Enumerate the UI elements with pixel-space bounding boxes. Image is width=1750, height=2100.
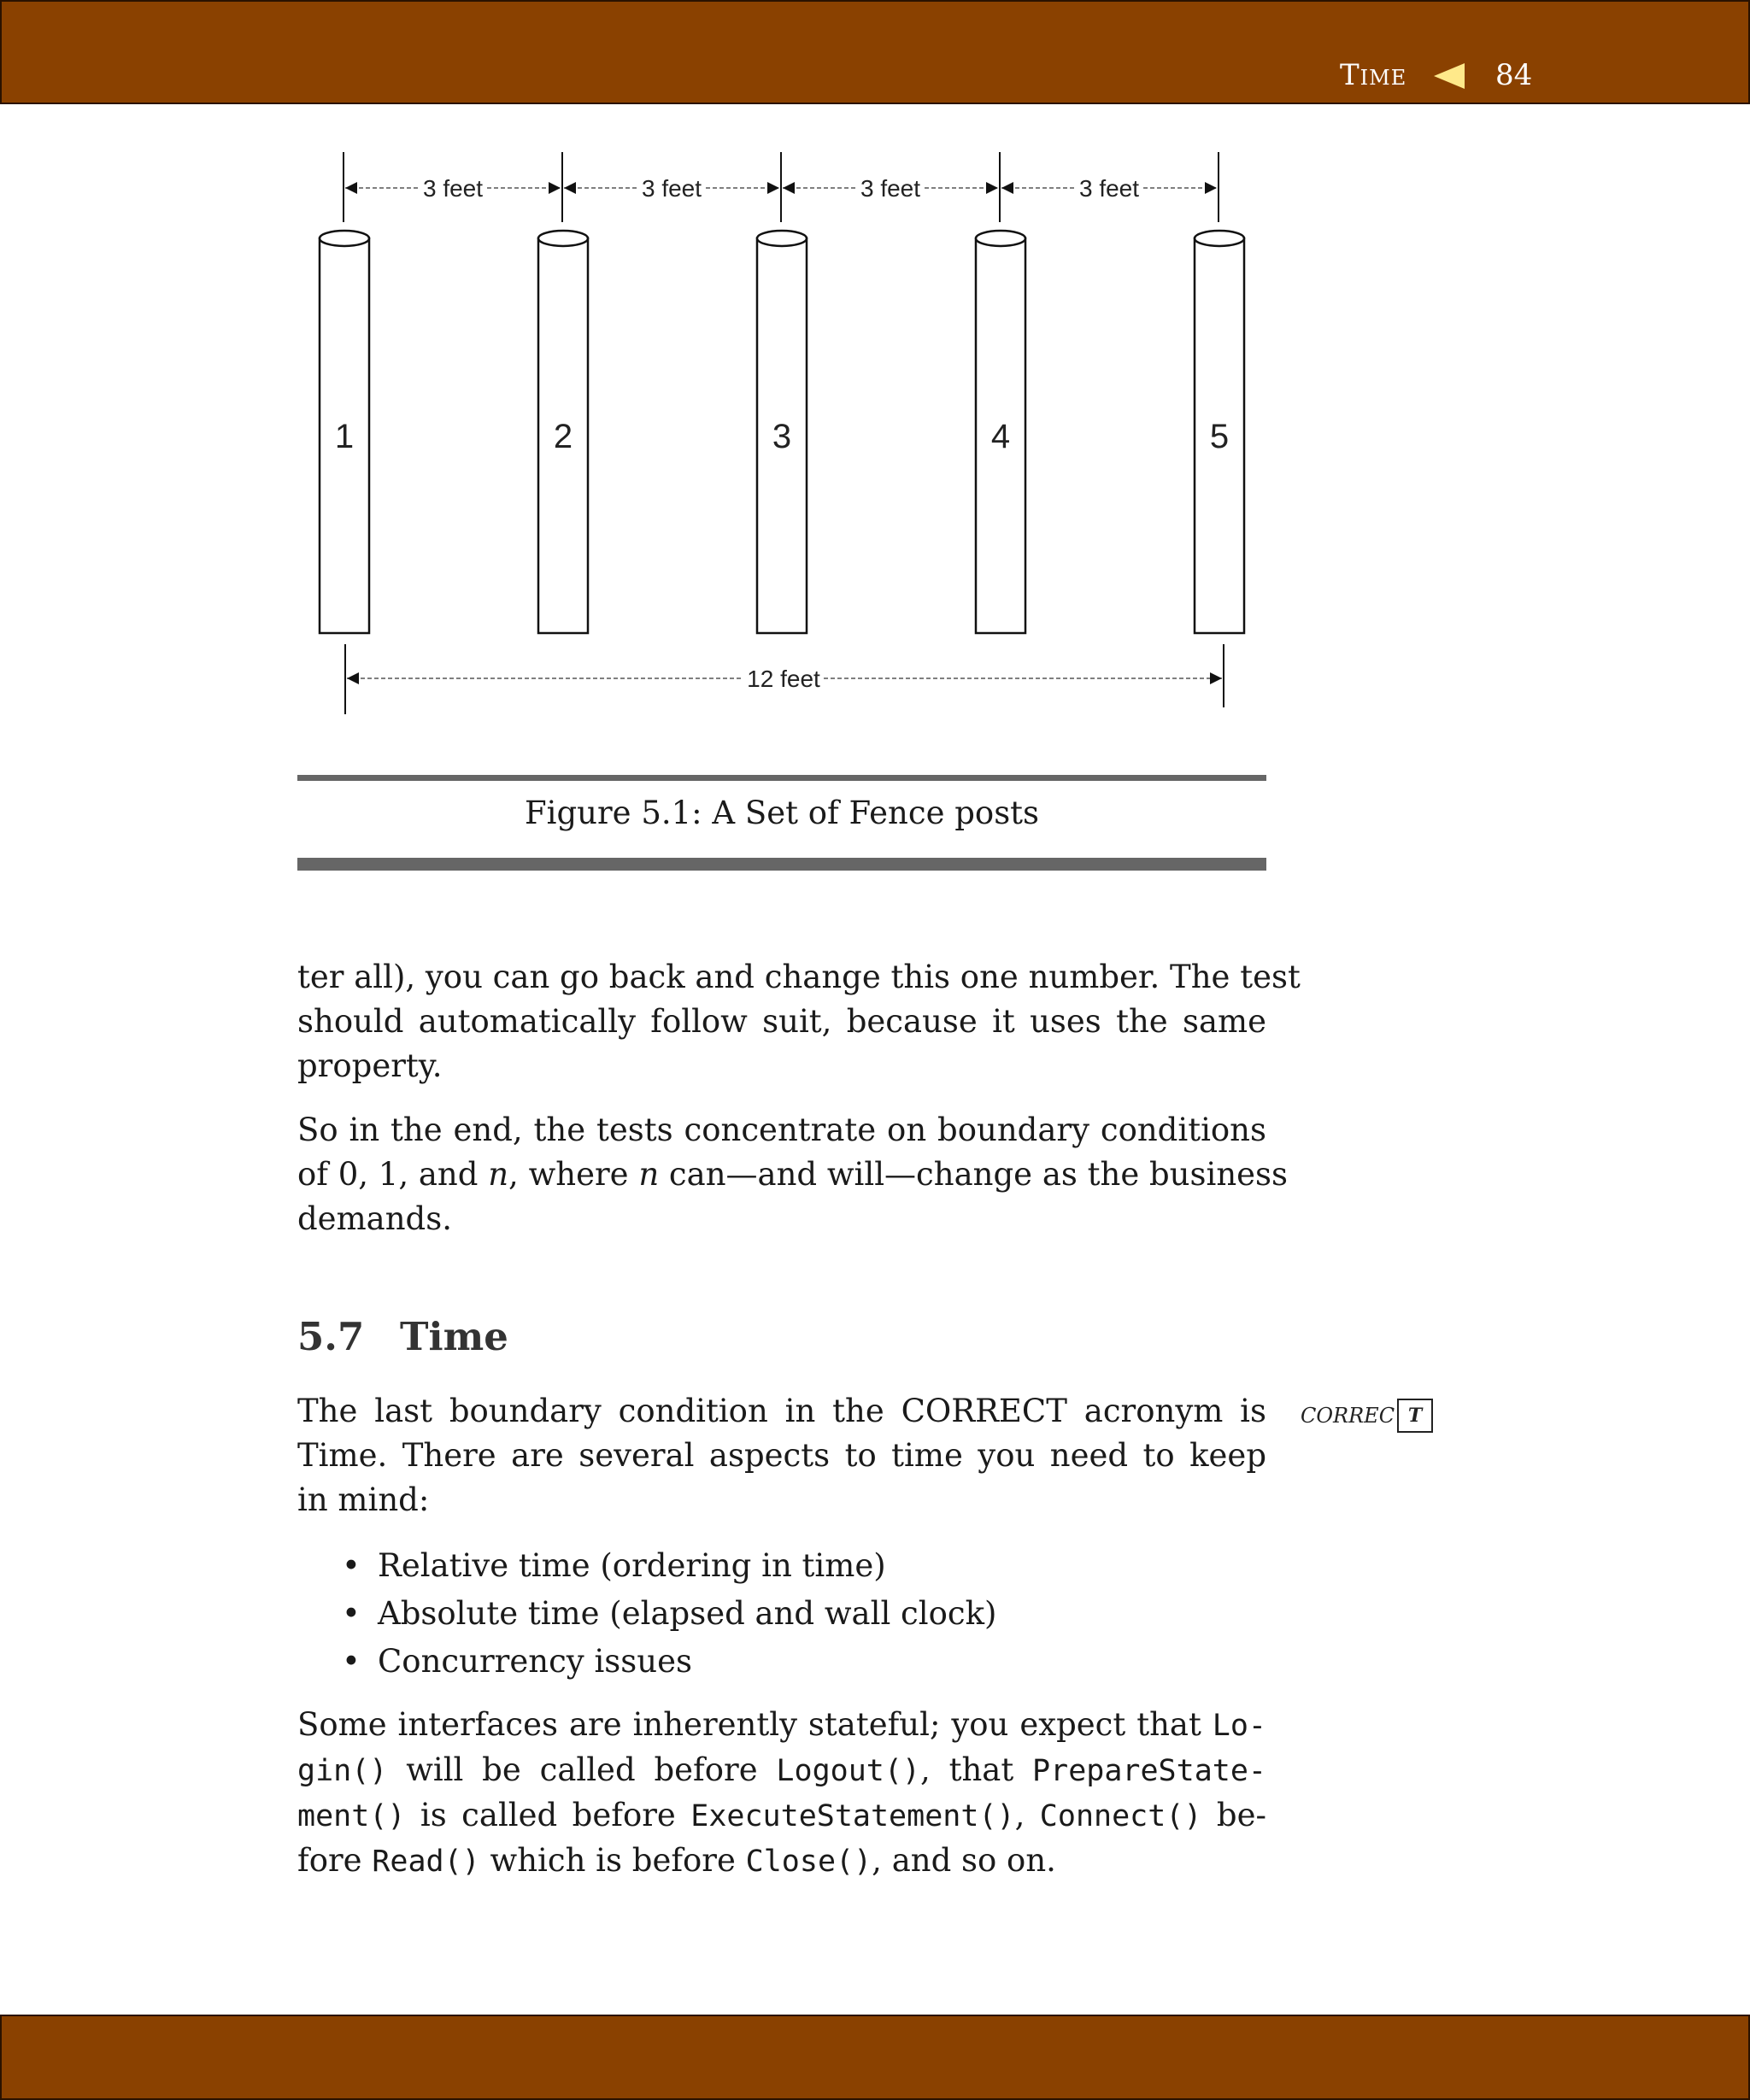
figure-rule-bottom: [297, 858, 1266, 871]
variable-n: n: [638, 1156, 660, 1193]
figure-caption: Figure 5.1: A Set of Fence posts: [524, 795, 1040, 831]
section-heading: [297, 1314, 508, 1359]
text-line: of 0, 1, and n, where n can—and will—change as the business: [297, 1156, 1289, 1193]
text-line: Some interfaces are inherently stateful; you expect that Lo-: [297, 1706, 1266, 1743]
text-line: ment() is called before ExecuteStatement(), Connect() be-: [297, 1797, 1266, 1833]
figure-rule-top: [297, 775, 1266, 781]
spacing-label: 3 feet: [1078, 175, 1140, 202]
text-line: So in the end, the tests concentrate on boundary conditions: [297, 1112, 1266, 1148]
code-preparestatement: PrepareState-: [1032, 1754, 1266, 1788]
code-close: Close(): [745, 1845, 872, 1879]
section-title: Time: [400, 1314, 508, 1359]
fence-post-top: [1195, 231, 1244, 246]
code-logout: Logout(): [776, 1754, 920, 1788]
bottom-banner: [0, 2015, 1750, 2100]
paragraph-4: [297, 1703, 1266, 1884]
bullet-list: [342, 1542, 996, 1686]
page-number: 84: [1495, 58, 1533, 92]
variable-n: n: [488, 1156, 509, 1193]
list-item: • Concurrency issues: [342, 1638, 996, 1686]
section-number: 5.7: [297, 1314, 365, 1359]
fence-post-top: [320, 231, 369, 246]
spacing-label: 3 feet: [422, 175, 484, 202]
text-line: The last boundary condition in the CORRECT acronym is: [297, 1393, 1266, 1429]
code-preparestatement: ment(): [297, 1799, 406, 1833]
list-item: • Absolute time (elapsed and wall clock): [342, 1590, 996, 1638]
code-login: Lo-: [1212, 1709, 1266, 1743]
post-label: 4: [990, 418, 1011, 455]
paragraph-1: [297, 955, 1301, 1088]
list-item: • Relative time (ordering in time): [342, 1542, 996, 1590]
back-arrow-icon[interactable]: [1434, 63, 1465, 89]
text-line: demands.: [297, 1200, 452, 1237]
fence-post-top: [976, 231, 1025, 246]
text-line: should automatically follow suit, because it uses the same: [297, 1003, 1266, 1040]
paragraph-2: [297, 1108, 1289, 1241]
code-read: Read(): [372, 1845, 480, 1879]
margin-note-text: CORREC: [1301, 1404, 1395, 1428]
running-head-section[interactable]: Time: [1340, 58, 1407, 92]
total-length-label: 12 feet: [747, 666, 820, 692]
fence-post-top: [538, 231, 588, 246]
paragraph-3: [297, 1389, 1266, 1522]
fence-posts-figure: [291, 137, 1265, 735]
code-login: gin(): [297, 1754, 388, 1788]
bullet-icon: •: [342, 1595, 361, 1632]
code-executestatement: ExecuteStatement(): [690, 1799, 1015, 1833]
margin-note: [1301, 1399, 1433, 1433]
post-label: 5: [1209, 418, 1230, 455]
spacing-label: 3 feet: [860, 175, 921, 202]
text-line: ter all), you can go back and change this one number. The test: [297, 959, 1301, 995]
spacing-label: 3 feet: [641, 175, 702, 202]
fence-post-top: [757, 231, 807, 246]
bullet-icon: •: [342, 1547, 361, 1584]
text-line: Time. There are several aspects to time you need to keep: [297, 1437, 1266, 1474]
text-line: in mind:: [297, 1481, 430, 1518]
post-label: 2: [553, 418, 573, 455]
running-head: [1333, 56, 1555, 94]
text-line: property.: [297, 1047, 443, 1084]
text-line: fore Read() which is before Close(), and so on.: [297, 1842, 1056, 1879]
text-line: gin() will be called before Logout(), that PrepareState-: [297, 1751, 1266, 1788]
post-label: 1: [334, 418, 355, 455]
code-connect: Connect(): [1039, 1799, 1202, 1833]
bullet-icon: •: [342, 1643, 361, 1680]
margin-note-boxed-letter: T: [1397, 1399, 1433, 1433]
post-label: 3: [772, 418, 792, 455]
